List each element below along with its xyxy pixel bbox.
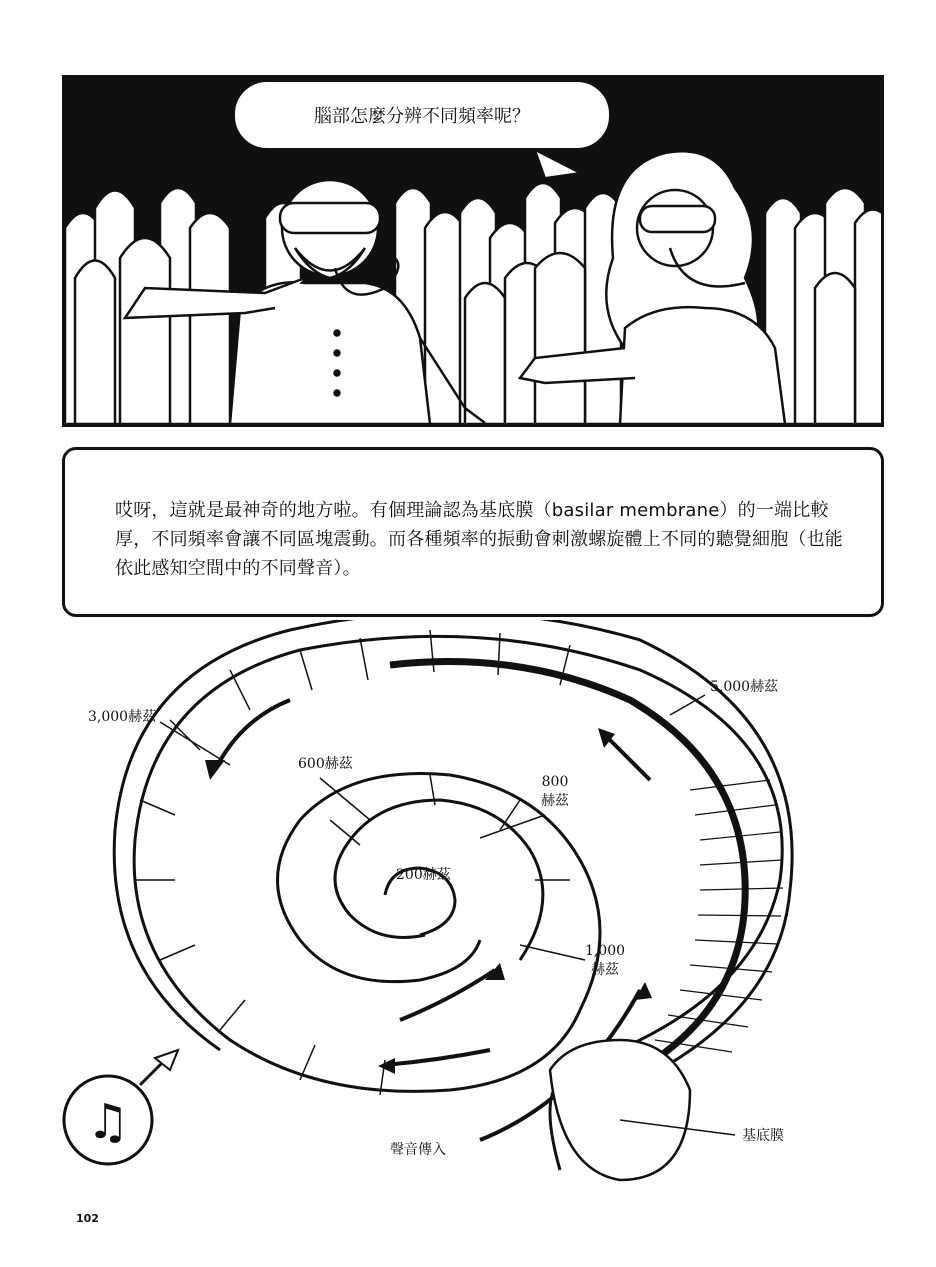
dense-ticks [655, 780, 783, 1052]
label-1000hz [584, 942, 626, 980]
label-1000hz-unit: 赫茲 [591, 962, 619, 978]
label-basilar-membrane: 基底膜 [742, 1128, 784, 1144]
music-note-icon [64, 1050, 178, 1164]
label-800hz [538, 773, 572, 811]
label-5000hz: 5,000赫茲 [710, 679, 779, 695]
speech-bubble [233, 80, 611, 150]
label-600hz: 600赫茲 [298, 756, 353, 772]
label-sound-in: 聲音傳入 [390, 1142, 446, 1158]
label-1000hz-number: 1,000 [584, 943, 626, 959]
cochlea-cut-end [550, 1040, 690, 1180]
arrow-heads [205, 728, 652, 1074]
svg-text:♫: ♫ [86, 1094, 130, 1150]
caption-box [62, 447, 884, 617]
caption-text: 哎呀，這就是最神奇的地方啦。有個理論認為基底膜（basilar membrane）的一端比較厚，不同頻率會讓不同區塊震動。而各種頻率的振動會刺激螺旋體上不同的聽覺細胞（也能依此感知空間中的不同聲音）。 [115, 500, 843, 579]
label-3000hz: 3,000赫茲 [88, 709, 157, 725]
speech-bubble-text: 腦部怎麼分辨不同頻率呢？ [314, 106, 530, 127]
label-800hz-unit: 赫茲 [541, 793, 569, 809]
label-200hz: 200赫茲 [396, 867, 451, 883]
page-number: 102 [76, 1212, 99, 1225]
label-800hz-number: 800 [541, 774, 569, 790]
